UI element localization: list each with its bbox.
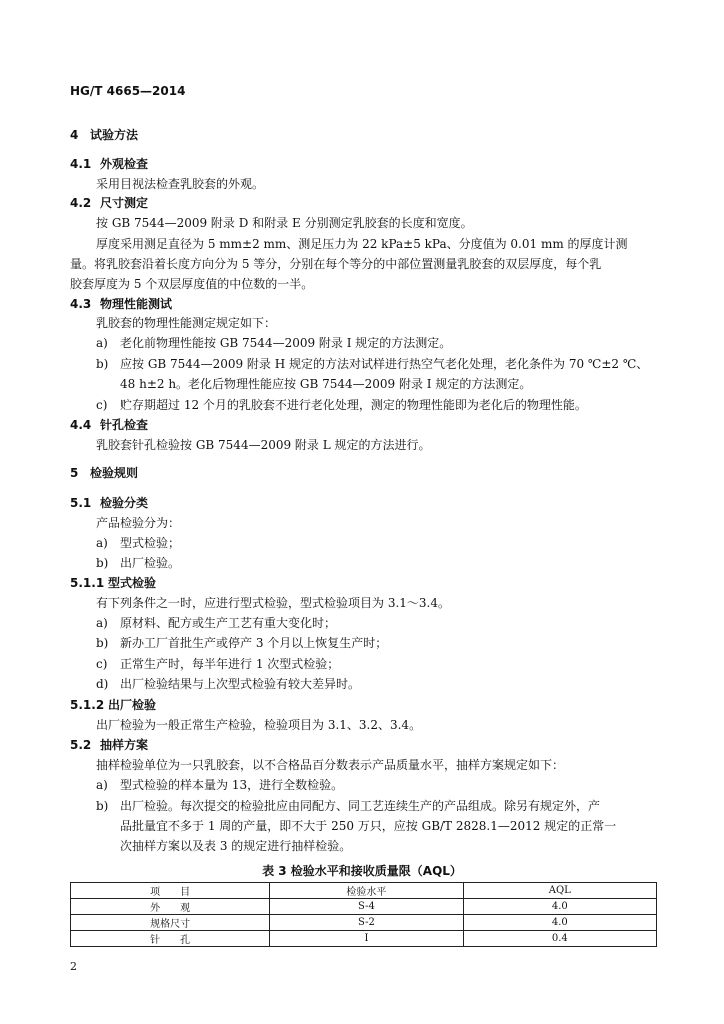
table-row	[71, 915, 657, 931]
table-cell: 0.4	[463, 931, 656, 947]
table-cell: Ⅰ	[270, 931, 463, 947]
section-4-1-heading: 4.1 外观检查	[70, 157, 149, 171]
table-cell: 规格尺寸	[71, 915, 270, 931]
section-5-1-intro: 产品检验分为：	[96, 516, 181, 530]
section-5-1-1-item-c: c) 正常生产时，每半年进行 1 次型式检验；	[96, 657, 340, 671]
section-5-1-item-b: b) 出厂检验。	[96, 556, 181, 570]
section-4-3-item-c: c) 贮存期超过 12 个月的乳胶套不进行老化处理，测定的物理性能即为老化后的物理性能。	[96, 398, 587, 412]
section-4-2-heading: 4.2 尺寸测定	[70, 196, 149, 210]
section-4-2-p2-line3: 胶套厚度为 5 个双层厚度值的中位数的一半。	[70, 277, 314, 291]
section-5-2-heading: 5.2 抽样方案	[70, 738, 149, 752]
section-5-1-item-a: a) 型式检验；	[96, 536, 181, 550]
table-header-row	[71, 883, 657, 899]
section-4-4-text: 乳胶套针孔检验按 GB 7544—2009 附录 L 规定的方法进行。	[96, 438, 431, 452]
section-5-2-item-b-cont1: 品批量宜不多于 1 周的产量，即不大于 250 万只，应按 GB/T 2828.1—2012 规定的正常一	[120, 819, 617, 833]
table-header-level: 检验水平	[270, 883, 463, 899]
section-4-4-heading: 4.4 针孔检查	[70, 418, 149, 432]
section-5-2-item-b-cont2: 次抽样方案以及表 3 的规定进行抽样检验。	[120, 839, 352, 853]
section-4-2-p1: 按 GB 7544—2009 附录 D 和附录 E 分别测定乳胶套的长度和宽度。	[96, 216, 473, 230]
standard-code: HG/T 4665—2014	[70, 84, 186, 98]
section-5-1-1-intro: 有下列条件之一时，应进行型式检验，型式检验项目为 3.1～3.4。	[96, 596, 450, 610]
table-cell: 4.0	[463, 915, 656, 931]
table-cell: S-2	[270, 915, 463, 931]
section-4-3-item-a: a) 老化前物理性能按 GB 7544—2009 附录 I 规定的方法测定。	[96, 336, 452, 350]
table-row	[71, 931, 657, 947]
table-header-aql: AQL	[463, 883, 656, 899]
section-5-1-heading: 5.1 检验分类	[70, 496, 149, 510]
section-4-3-intro: 乳胶套的物理性能测定规定如下：	[96, 316, 277, 330]
table-cell: S-4	[270, 899, 463, 915]
section-5-1-1-heading: 5.1.1 型式检验	[70, 576, 157, 590]
table-cell: 外 观	[71, 899, 270, 915]
section-5-2-item-b: b) 出厂检验。每次提交的检验批应由同配方、同工艺连续生产的产品组成。除另有规定外，产	[96, 799, 601, 813]
section-4-3-item-b: b) 应按 GB 7544—2009 附录 H 规定的方法对试样进行热空气老化处理，老化条件为 70 ℃±2 ℃、	[96, 357, 649, 371]
table-3-caption: 表 3 检验水平和接收质量限（AQL）	[262, 864, 462, 878]
page-number: 2	[70, 960, 77, 973]
table-header-item: 项 目	[71, 883, 270, 899]
section-5-2-intro: 抽样检验单位为一只乳胶套，以不合格品百分数表示产品质量水平，抽样方案规定如下：	[96, 758, 565, 772]
section-5-1-2-text: 出厂检验为一般正常生产检验，检验项目为 3.1、3.2、3.4。	[96, 718, 422, 732]
table-cell: 针 孔	[71, 931, 270, 947]
table-cell: 4.0	[463, 899, 656, 915]
section-4-1-text: 采用目视法检查乳胶套的外观。	[96, 177, 265, 191]
section-5-1-1-item-b: b) 新办工厂首批生产或停产 3 个月以上恢复生产时；	[96, 636, 388, 650]
section-5-heading: 5 检验规则	[70, 466, 139, 480]
section-5-2-item-a: a) 型式检验的样本量为 13，进行全数检验。	[96, 778, 344, 792]
section-4-heading: 4 试验方法	[70, 128, 139, 142]
aql-table	[70, 882, 657, 947]
section-5-1-1-item-a: a) 原材料、配方或生产工艺有重大变化时；	[96, 616, 337, 630]
table-row	[71, 899, 657, 915]
section-4-3-heading: 4.3 物理性能测试	[70, 297, 173, 311]
section-5-1-2-heading: 5.1.2 出厂检验	[70, 698, 157, 712]
section-5-1-1-item-d: d) 出厂检验结果与上次型式检验有较大差异时。	[96, 677, 361, 691]
section-4-2-p2-line1: 厚度采用测足直径为 5 mm±2 mm、测足压力为 22 kPa±5 kPa、分度值为 0.01 mm 的厚度计测	[96, 237, 628, 251]
section-4-2-p2-line2: 量。将乳胶套沿着长度方向分为 5 等分，分别在每个等分的中部位置测量乳胶套的双层厚度，每个乳	[70, 257, 602, 271]
section-4-3-item-b-cont: 48 h±2 h。老化后物理性能应按 GB 7544—2009 附录 I 规定的方法测定。	[120, 377, 532, 391]
